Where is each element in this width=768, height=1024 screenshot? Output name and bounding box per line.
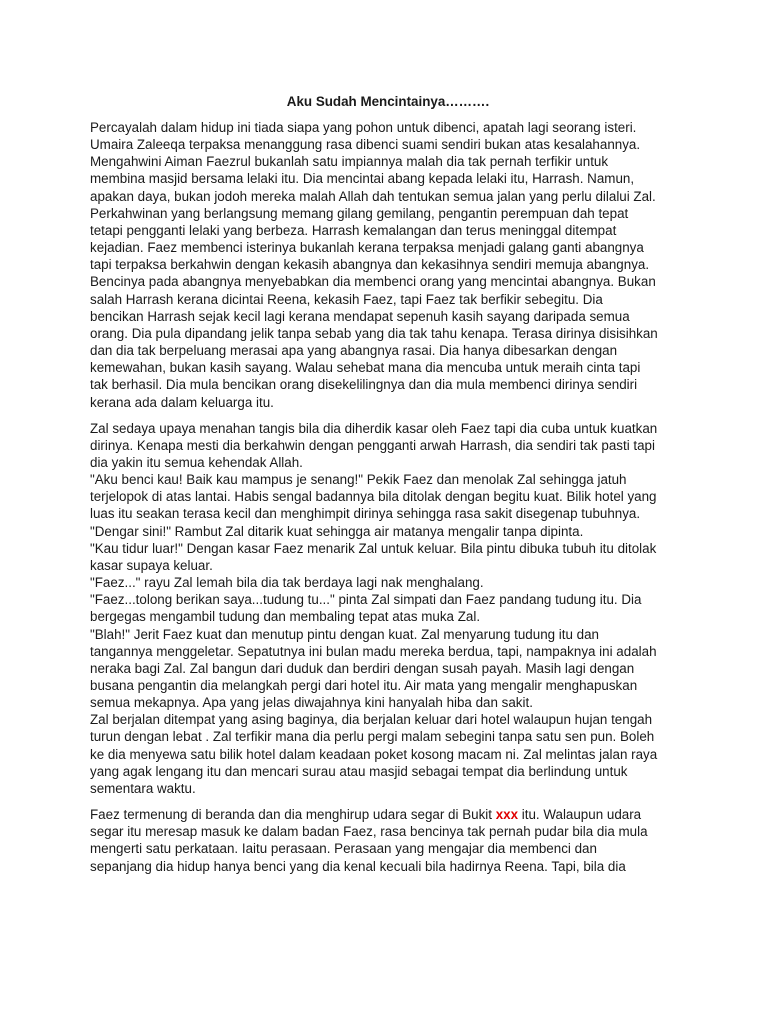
paragraph-line: tak berhasil. Dia mula bencikan orang disekelilingnya dan dia mula membenci dirinya sendiri	[90, 377, 638, 393]
paragraph-line: mengerti satu perkataan. Iaitu perasaan. Perasaan yang mengajar dia membenci dan	[90, 841, 597, 857]
paragraph-line: sementara waktu.	[90, 780, 196, 796]
paragraph-line: bencikan Harrash sejak kecil lagi kerana mendapat sepenuh kasih sayang daripada semua	[90, 308, 630, 324]
paragraph-line: "Faez..." rayu Zal lemah bila dia tak berdaya lagi nak menghalang.	[90, 575, 484, 591]
paragraph-line: tetapi pengganti lelaki yang berbeza. Harrash kemalangan dan terus meninggal ditempat	[90, 222, 617, 238]
paragraph-line: apakan daya, bukan jodoh mereka malah Allah dah tentukan semua jalan yang perlu dilalui Zal.	[90, 188, 656, 204]
paragraph-line: Bencinya pada abangnya menyebabkan dia membenci orang yang mencintai abangnya. Bukan	[90, 274, 656, 290]
document-page	[90, 93, 686, 884]
paragraph-line: "Faez...tolong berikan saya...tudung tu..." pinta Zal simpati dan Faez pandang tudung itu. Dia	[90, 592, 642, 608]
paragraph-line: kemewahan, bukan kasih sayang. Walau sehebat mana dia mencuba untuk meraih cinta tapi	[90, 360, 641, 376]
paragraph-line: orang. Dia pula dipandang jelik tanpa sebab yang dia tak tahu kenapa. Terasa dirinya disisihkan	[90, 325, 658, 341]
paragraph-1	[90, 119, 686, 411]
paragraph-line: segar itu meresap masuk ke dalam badan Faez, rasa bencinya tak pernah pudar bila dia mula	[90, 824, 648, 840]
paragraph-line: neraka bagi Zal. Zal bangun dari duduk dan berdiri dengan susah payah. Masih lagi dengan	[90, 660, 635, 676]
paragraph-line: tapi terpaksa berkahwin dengan kekasih abangnya dan kekasihnya sendiri memuja abangnya.	[90, 257, 650, 273]
paragraph-line: membina masjid bersama lelaki itu. Dia mencintai abang kepada lelaki itu, Harrash. Namun,	[90, 171, 635, 187]
paragraph-line: luas itu seakan terasa kecil dan menghimpit dirinya sehingga rasa sakit disegenap tubuhnya.	[90, 506, 641, 522]
paragraph-line: Umaira Zaleeqa terpaksa menanggung rasa dibenci suami sendiri bukan atas kesalahannya.	[90, 137, 641, 153]
paragraph-line: "Blah!" Jerit Faez kuat dan menutup pintu dengan kuat. Zal menyarung tudung itu dan	[90, 626, 600, 642]
paragraph-line: dirinya. Kenapa mesti dia berkahwin dengan pengganti arwah Harrash, dia sendiri tak pasti tapi	[90, 437, 655, 453]
paragraph-line: busana pengantin dia melangkah pergi dari hotel itu. Air mata yang mengalir menghapuskan	[90, 678, 638, 693]
paragraph-line: dan dia tak berpeluang merasai apa yang abangnya rasai. Dia hanya dibesarkan dengan	[90, 343, 618, 359]
paragraph-line: Percayalah dalam hidup ini tiada siapa yang pohon untuk dibenci, apatah lagi seorang isteri.	[90, 120, 637, 135]
document-title: Aku Sudah Mencintainya……….	[286, 94, 490, 109]
paragraph-3	[90, 806, 686, 875]
text-segment: Faez termenung di beranda dan dia menghirup udara segar di Bukit	[90, 807, 496, 823]
text-segment: itu. Walaupun udara	[518, 807, 642, 823]
highlighted-placeholder: xxx	[495, 807, 519, 823]
paragraph-line: yang agak lengang itu dan mencari surau atau masjid sebagai tempat dia berlindung untuk	[90, 763, 628, 779]
paragraph-line: "Aku benci kau! Baik kau mampus je senang!" Pekik Faez dan menolak Zal sehingga jatuh	[90, 472, 627, 488]
paragraph-line: terjelopok di atas lantai. Habis sengal badannya bila ditolak dengan begitu kuat. Bilik hotel yang	[90, 489, 657, 505]
paragraph-line: sepanjang dia hidup hanya benci yang dia kenal kecuali bila hadirnya Reena. Tapi, bila dia	[90, 858, 626, 874]
paragraph-line: kejadian. Faez membenci isterinya bukanlah kerana terpaksa menjadi galang ganti abangnya	[90, 240, 644, 256]
paragraph-line: Perkahwinan yang berlangsung memang gilang gemilang, pengantin perempuan dah tepat	[90, 205, 629, 221]
paragraph-line: ke dia menyewa satu bilik hotel dalam keadaan poket kosong macam ni. Zal melintas jalan raya	[90, 746, 658, 762]
paragraph-line: turun dengan lebat . Zal terfikir mana dia perlu pergi malam sebegini tanpa satu sen pun. Boleh	[90, 729, 655, 745]
paragraph-line: semua mekapnya. Apa yang jelas diwajahnya kini hanyalah hiba dan sakit.	[90, 695, 533, 711]
paragraph-line: kasar supaya keluar.	[90, 557, 213, 573]
paragraph-line: dia yakin itu semua kehendak Allah.	[90, 454, 303, 470]
paragraph-line: Mengahwini Aiman Faezrul bukanlah satu impiannya malah dia tak pernah terfikir untuk	[90, 154, 609, 170]
paragraph-line	[90, 806, 686, 823]
paragraph-line: kerana ada dalam keluarga itu.	[90, 394, 274, 410]
paragraph-line: Zal berjalan ditempat yang asing baginya, dia berjalan keluar dari hotel walaupun hujan tengah	[90, 712, 653, 728]
paragraph-2	[90, 420, 686, 797]
paragraph-line: "Kau tidur luar!" Dengan kasar Faez menarik Zal untuk keluar. Bila pintu dibuka tubuh itu ditolak	[90, 540, 657, 556]
paragraph-line: "Dengar sini!" Rambut Zal ditarik kuat sehingga air matanya mengalir tanpa dipinta.	[90, 523, 584, 539]
paragraph-line: tangannya menggeletar. Sepatutnya ini bulan madu mereka berdua, tapi, nampaknya ini adalah	[90, 643, 657, 659]
paragraph-line: bergegas mengambil tudung dan membaling tepat atas muka Zal.	[90, 609, 481, 625]
paragraph-line: Zal sedaya upaya menahan tangis bila dia diherdik kasar oleh Faez tapi dia cuba untuk kuatkan	[90, 420, 658, 436]
paragraph-line: salah Harrash kerana dicintai Reena, kekasih Faez, tapi Faez tak berfikir sebegitu. Dia	[90, 291, 603, 307]
